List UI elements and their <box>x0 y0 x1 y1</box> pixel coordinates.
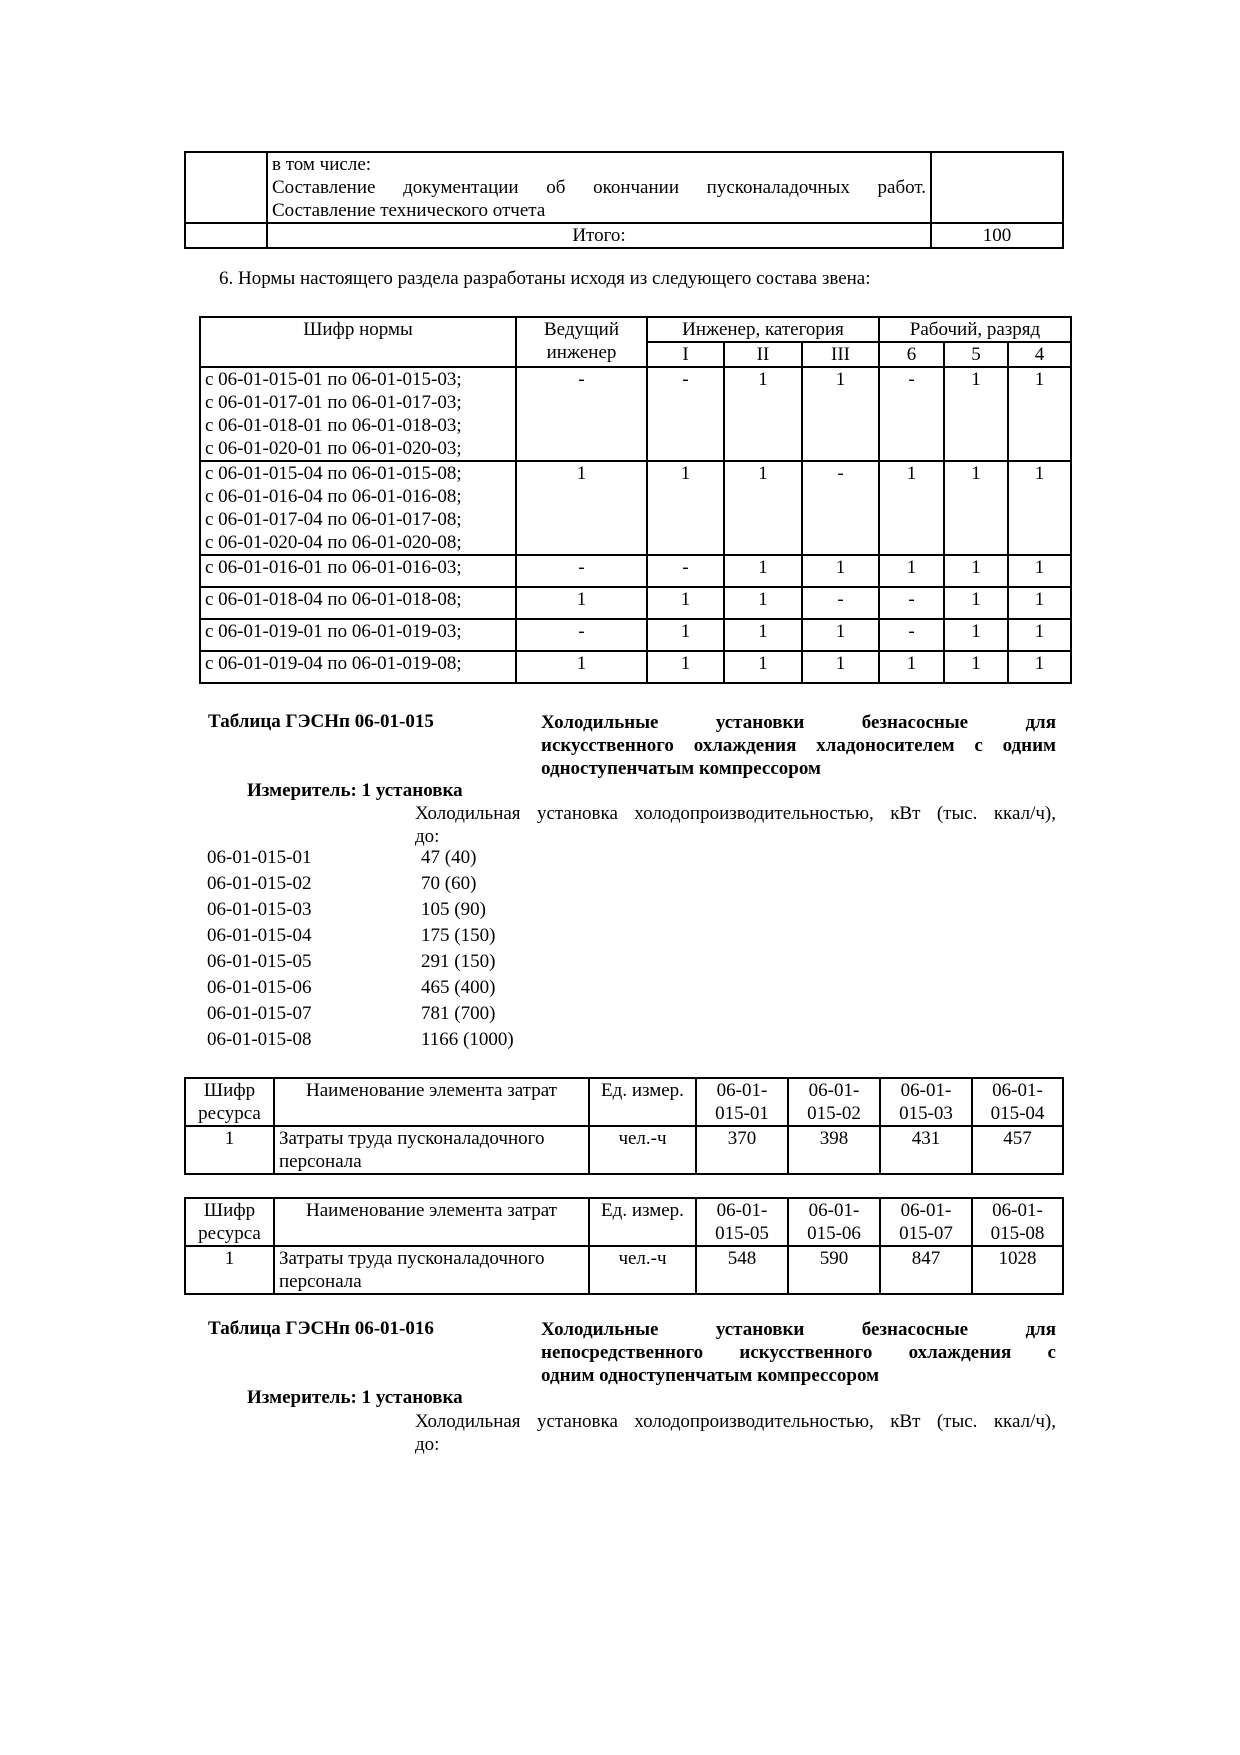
list-item <box>207 1001 495 1027</box>
crew-value: 1 <box>879 461 944 555</box>
header-norm-line1: 06-01- <box>808 1080 860 1101</box>
header-worker-grade: Рабочий, разряд <box>879 317 1071 342</box>
header-worker-grade-num: 5 <box>944 342 1008 367</box>
table-title-line1: Холодильные установки безнасосные для <box>541 712 1056 733</box>
header-element-name: Наименование элемента затрат <box>274 1078 589 1126</box>
crew-value: 1 <box>516 651 647 683</box>
header-code-line1: Шифр <box>203 1200 256 1221</box>
crew-value: 1 <box>647 651 724 683</box>
header-norm-line1: 06-01- <box>992 1080 1043 1101</box>
table-title-line1: Холодильные установки безнасосные для <box>541 1319 1056 1340</box>
table-row <box>200 555 1071 587</box>
table-row <box>200 619 1071 651</box>
crew-value: 1 <box>647 461 724 555</box>
norm-code: 06-01-015-06 <box>207 977 312 998</box>
crew-table <box>199 316 1072 684</box>
crew-value: - <box>802 587 879 619</box>
table-id-heading: Таблица ГЭСНп 06-01-016 <box>208 1318 434 1339</box>
table-row <box>200 587 1071 619</box>
crew-value: - <box>879 367 944 461</box>
header-eng-cat: I <box>647 342 724 367</box>
header-code-line2: ресурса <box>198 1103 261 1124</box>
header-norm-line1: 06-01- <box>808 1200 860 1221</box>
header-norm-line1: 06-01- <box>716 1200 768 1221</box>
list-item <box>207 923 495 949</box>
crew-value: 1 <box>1008 555 1071 587</box>
header-norm-line2: 015-06 <box>807 1223 861 1244</box>
crew-value: - <box>516 367 647 461</box>
meter-label: Измеритель: 1 установка <box>247 780 463 801</box>
crew-value: 1 <box>724 651 802 683</box>
crew-value: - <box>647 555 724 587</box>
crew-value: 1 <box>516 461 647 555</box>
header-norm-line2: 015-01 <box>715 1103 769 1124</box>
description-line2: до: <box>415 1434 440 1455</box>
header-norm-line1: 06-01- <box>716 1080 768 1101</box>
header-eng-cat: II <box>724 342 802 367</box>
norm-code: 06-01-015-05 <box>207 951 312 972</box>
header-lead-engineer <box>516 317 647 367</box>
description <box>415 1410 1056 1456</box>
header-norm-code <box>696 1198 788 1246</box>
table-id-heading: Таблица ГЭСНп 06-01-015 <box>208 711 434 732</box>
header-norm-line1: 06-01- <box>900 1200 952 1221</box>
list-item <box>207 845 476 871</box>
description-line1: Холодильная установка холодопроизводительностью, кВт (тыс. ккал/ч), <box>415 1411 1056 1432</box>
header-norm-code <box>788 1078 880 1126</box>
crew-intro: 6. Нормы настоящего раздела разработаны исходя из следующего состава звена: <box>219 268 871 289</box>
list-item <box>207 897 486 923</box>
crew-value: 1 <box>944 555 1008 587</box>
table-row <box>185 1126 1063 1174</box>
header-norm-code <box>880 1078 972 1126</box>
description <box>415 802 1056 848</box>
crew-value: 1 <box>802 651 879 683</box>
header-norm-line2: 015-03 <box>899 1103 953 1124</box>
crew-codes: с 06-01-019-04 по 06-01-019-08; <box>200 651 516 683</box>
crew-codes: с 06-01-016-01 по 06-01-016-03; <box>200 555 516 587</box>
summary-line-2: Составление документации об окончании пусконаладочных работ. <box>272 177 926 198</box>
element-name: Затраты труда пусконаладочного персонала <box>274 1126 589 1174</box>
cost-table-2 <box>184 1197 1064 1295</box>
crew-value: 1 <box>879 651 944 683</box>
header-resource-code <box>185 1078 274 1126</box>
crew-value: - <box>879 587 944 619</box>
norm-capacity: 465 (400) <box>421 977 496 998</box>
header-engineer-category: Инженер, категория <box>647 317 879 342</box>
norm-capacity: 1166 (1000) <box>421 1029 514 1050</box>
crew-value: 1 <box>879 555 944 587</box>
header-norm-code <box>788 1198 880 1246</box>
header-norm-code <box>972 1198 1063 1246</box>
summary-empty-cell <box>185 152 267 223</box>
table-row <box>200 651 1071 683</box>
crew-value: 1 <box>724 587 802 619</box>
summary-line-3: Составление технического отчета <box>272 200 546 221</box>
header-element-name: Наименование элемента затрат <box>274 1198 589 1246</box>
norm-capacity: 781 (700) <box>421 1003 496 1024</box>
summary-empty-cell <box>185 223 267 248</box>
crew-value: 1 <box>647 587 724 619</box>
crew-value: 1 <box>516 587 647 619</box>
crew-value: - <box>879 619 944 651</box>
crew-value: 1 <box>724 619 802 651</box>
header-norm-line2: 015-07 <box>899 1223 953 1244</box>
crew-value: 1 <box>802 619 879 651</box>
crew-value: 1 <box>802 555 879 587</box>
cost-value: 590 <box>788 1246 880 1294</box>
cost-value: 847 <box>880 1246 972 1294</box>
norm-code: 06-01-015-04 <box>207 925 312 946</box>
header-norm-line1: 06-01- <box>900 1080 952 1101</box>
resource-code: 1 <box>185 1246 274 1294</box>
crew-value: 1 <box>1008 461 1071 555</box>
crew-value: 1 <box>724 367 802 461</box>
table-row <box>185 1246 1063 1294</box>
header-norm-line2: 015-04 <box>990 1103 1045 1124</box>
list-item <box>207 975 495 1001</box>
norm-code: 06-01-015-02 <box>207 873 312 894</box>
header-norm-line2: 015-02 <box>807 1103 861 1124</box>
norm-capacity: 47 (40) <box>421 847 477 868</box>
crew-value: - <box>516 555 647 587</box>
header-unit: Ед. измер. <box>589 1078 696 1126</box>
header-lead-line1: Ведущий <box>544 319 619 340</box>
header-worker-grade-num: 4 <box>1008 342 1071 367</box>
total-label: Итого: <box>267 223 931 248</box>
list-item <box>207 949 495 975</box>
header-worker-grade-num: 6 <box>879 342 944 367</box>
crew-value: 1 <box>944 619 1008 651</box>
crew-value: 1 <box>1008 651 1071 683</box>
header-norm-code <box>972 1078 1063 1126</box>
header-eng-cat: III <box>802 342 879 367</box>
crew-value: - <box>516 619 647 651</box>
cost-value: 398 <box>788 1126 880 1174</box>
crew-value: 1 <box>724 555 802 587</box>
unit: чел.-ч <box>589 1126 696 1174</box>
summary-text-cell <box>267 152 931 223</box>
summary-line-1: в том числе: <box>272 154 372 175</box>
crew-value: 1 <box>647 619 724 651</box>
resource-code: 1 <box>185 1126 274 1174</box>
cost-value: 457 <box>972 1126 1063 1174</box>
table-title-line3: одним одноступенчатым компрессором <box>541 1365 880 1386</box>
cost-value: 1028 <box>972 1246 1063 1294</box>
table-title <box>541 711 1056 780</box>
norm-code: 06-01-015-03 <box>207 899 312 920</box>
unit: чел.-ч <box>589 1246 696 1294</box>
header-code: Шифр нормы <box>200 317 516 367</box>
norm-capacity: 175 (150) <box>421 925 496 946</box>
crew-value: 1 <box>944 461 1008 555</box>
header-unit: Ед. измер. <box>589 1198 696 1246</box>
table-title-line2: непосредственного искусственного охлаждения с <box>541 1342 1056 1363</box>
table-title <box>541 1318 1056 1387</box>
crew-value: 1 <box>944 367 1008 461</box>
cost-value: 548 <box>696 1246 788 1294</box>
crew-codes: с 06-01-015-01 по 06-01-015-03; с 06-01-017-01 по 06-01-017-03; с 06-01-018-01 по 06-01-018-03; с 06-01-020-01 по 06-01-020-03; <box>200 367 516 461</box>
description-line1: Холодильная установка холодопроизводительностью, кВт (тыс. ккал/ч), <box>415 803 1056 824</box>
header-code-line1: Шифр <box>203 1080 256 1101</box>
element-name: Затраты труда пусконаладочного персонала <box>274 1246 589 1294</box>
header-lead-line2: инженер <box>546 342 617 363</box>
header-norm-line1: 06-01- <box>992 1200 1043 1221</box>
crew-codes: с 06-01-018-04 по 06-01-018-08; <box>200 587 516 619</box>
table-row <box>200 367 1071 461</box>
header-resource-code <box>185 1198 274 1246</box>
summary-table <box>184 151 1064 249</box>
description-line2: до: <box>415 826 440 847</box>
norm-code: 06-01-015-07 <box>207 1003 312 1024</box>
norm-capacity: 105 (90) <box>421 899 486 920</box>
crew-value: 1 <box>944 651 1008 683</box>
summary-empty-cell <box>931 152 1063 223</box>
header-norm-line2: 015-08 <box>990 1223 1045 1244</box>
cost-value: 370 <box>696 1126 788 1174</box>
cost-table-1 <box>184 1077 1064 1175</box>
crew-value: 1 <box>944 587 1008 619</box>
meter-label: Измеритель: 1 установка <box>247 1387 463 1408</box>
crew-value: - <box>802 461 879 555</box>
table-title-line2: искусственного охлаждения хладоносителем с одним <box>541 735 1056 756</box>
list-item <box>207 871 476 897</box>
cost-value: 431 <box>880 1126 972 1174</box>
crew-codes: с 06-01-015-04 по 06-01-015-08; с 06-01-016-04 по 06-01-016-08; с 06-01-017-04 по 06-01-017-08; с 06-01-020-04 по 06-01-020-08; <box>200 461 516 555</box>
crew-value: 1 <box>1008 587 1071 619</box>
list-item <box>207 1027 514 1053</box>
crew-value: - <box>647 367 724 461</box>
header-norm-code <box>880 1198 972 1246</box>
norm-capacity: 70 (60) <box>421 873 477 894</box>
crew-value: 1 <box>802 367 879 461</box>
header-code-line2: ресурса <box>198 1223 261 1244</box>
table-title-line3: одноступенчатым компрессором <box>541 758 821 779</box>
norm-code: 06-01-015-01 <box>207 847 312 868</box>
header-norm-line2: 015-05 <box>715 1223 769 1244</box>
norm-capacity: 291 (150) <box>421 951 496 972</box>
crew-value: 1 <box>1008 367 1071 461</box>
crew-codes: с 06-01-019-01 по 06-01-019-03; <box>200 619 516 651</box>
total-value: 100 <box>931 223 1063 248</box>
header-norm-code <box>696 1078 788 1126</box>
table-row <box>200 461 1071 555</box>
crew-value: 1 <box>1008 619 1071 651</box>
norm-code: 06-01-015-08 <box>207 1029 312 1050</box>
crew-value: 1 <box>724 461 802 555</box>
